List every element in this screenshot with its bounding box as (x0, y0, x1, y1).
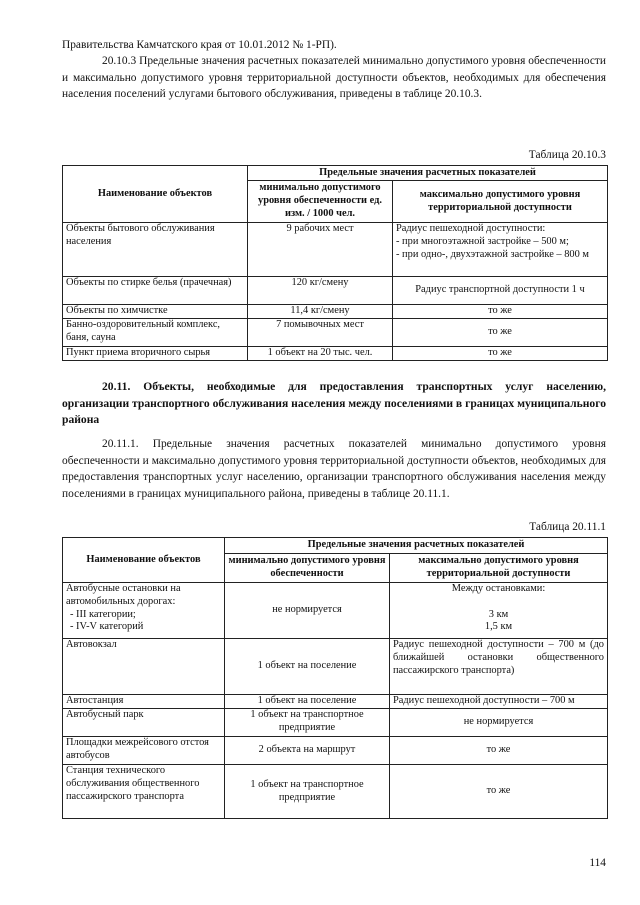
table2-r5-min: 1 объект на транспортное предприятие (225, 765, 390, 819)
table2-r0-name-line: Автобусные остановки на автомобильных дорогах: (66, 583, 181, 607)
table2-r0-max-line: 3 км (488, 608, 509, 620)
table-20-10-3-caption: Таблица 20.10.3 (528, 149, 606, 161)
table-row (63, 319, 608, 347)
table2-r0-max-line (393, 596, 604, 609)
paragraph-20-10-3: 20.10.3 Предельные значения расчетных показателей минимально допустимого уровня обеспеченности и максимально допустимого уровня территориальной доступности объектов, необходимых для обеспечения населения поселений услугами бытового обслуживания, приведены в таблице 20.10.3. (62, 55, 606, 100)
table1-r2-min: 11,4 кг/смену (248, 305, 393, 319)
table1-r0-min: 9 рабочих мест (248, 223, 393, 277)
table1-r1-max: Радиус транспортной доступности 1 ч (393, 277, 608, 305)
table1-r4-min: 1 объект на 20 тыс. чел. (248, 347, 393, 361)
table2-r2-name: Автостанция (63, 695, 225, 709)
table1-r2-name: Объекты по химчистке (63, 305, 248, 319)
table-row (63, 709, 608, 737)
table2-r0-max-line: Между остановками: (451, 583, 546, 594)
table2-r3-name: Автобусный парк (63, 709, 225, 737)
table2-r1-name: Автовокзал (63, 639, 225, 695)
table1-r0-name: Объекты бытового обслуживания населения (63, 223, 248, 277)
table-row (63, 305, 608, 319)
table1-r3-name: Банно-оздоровительный комплекс, баня, сауна (63, 319, 248, 347)
table2-r0-name-line: - IV-V категорий (70, 621, 144, 633)
table-row (63, 765, 608, 819)
table1-r0-max (393, 223, 608, 277)
page-number: 114 (589, 857, 606, 869)
table2-r0-name-line: - III категории; (70, 608, 136, 620)
table1-r1-min: 120 кг/смену (248, 277, 393, 305)
table2-header-name: Наименование объектов (63, 538, 225, 583)
table1-header-group: Предельные значения расчетных показателей (248, 166, 608, 181)
table-row (63, 347, 608, 361)
table-row (63, 223, 608, 277)
table2-r0-max (390, 583, 608, 639)
table1-r3-max: то же (393, 319, 608, 347)
section-heading-20-11: 20.11. Объекты, необходимые для предоставления транспортных услуг населению, организации транспортного обслуживания населения между поселениями в границах муниципального района (62, 380, 606, 426)
table2-r4-max: то же (390, 737, 608, 765)
table1-header-min: минимально допустимого уровня обеспеченности ед. изм. / 1000 чел. (248, 181, 393, 223)
paragraph-top: Правительства Камчатского края от 10.01.2012 № 1-РП). (62, 39, 337, 51)
table2-r2-max: Радиус пешеходной доступности – 700 м (390, 695, 608, 709)
table1-r3-min: 7 помывочных мест (248, 319, 393, 347)
table2-r4-name: Площадки межрейсового отстоя автобусов (63, 737, 225, 765)
table2-r5-max: то же (390, 765, 608, 819)
table2-header-max: максимально допустимого уровня территориальной доступности (390, 554, 608, 583)
table1-r2-max: то же (393, 305, 608, 319)
table2-r0-name (63, 583, 225, 639)
table-20-11-1-caption: Таблица 20.11.1 (529, 521, 606, 533)
table1-header-max: максимально допустимого уровня территориальной доступности (393, 181, 608, 223)
table-row (63, 639, 608, 695)
table1-r0-max-line: - при многоэтажной застройке – 500 м; (396, 235, 569, 247)
table2-r5-name: Станция технического обслуживания общественного пассажирского транспорта (63, 765, 225, 819)
table2-r0-max-line: 1,5 км (484, 621, 513, 633)
table2-header-group: Предельные значения расчетных показателей (225, 538, 608, 554)
paragraph-20-11-1: 20.11.1. Предельные значения расчетных показателей минимально допустимого уровня обеспеченности и максимально допустимого уровня территориальной доступности объектов, необходимых для предоставления транспортных услуг населению, организации транспортного обслуживания населения между поселениями в границах муниципального района, приведены в таблице 20.11.1. (62, 438, 606, 500)
table-row (63, 695, 608, 709)
table1-r0-max-line: Радиус пешеходной доступности: (396, 223, 546, 234)
table-row (63, 277, 608, 305)
table1-header-name: Наименование объектов (63, 166, 248, 223)
table1-r0-max-line: - при одно-, двухэтажной застройке – 800 м (396, 248, 589, 260)
table-row (63, 583, 608, 639)
table2-r1-max: Радиус пешеходной доступности – 700 м (до ближайшей остановки общественного пассажирского транспорта) (390, 639, 608, 695)
table2-r2-min: 1 объект на поселение (225, 695, 390, 709)
table-20-10-3 (62, 165, 608, 361)
table2-r1-min: 1 объект на поселение (225, 639, 390, 695)
table1-r1-name: Объекты по стирке белья (прачечная) (63, 277, 248, 305)
table1-r4-max: то же (393, 347, 608, 361)
table-row (63, 737, 608, 765)
table2-r0-min: не нормируется (225, 583, 390, 639)
table1-r4-name: Пункт приема вторичного сырья (63, 347, 248, 361)
table-20-11-1 (62, 537, 608, 819)
table2-header-min: минимально допустимого уровня обеспеченности (225, 554, 390, 583)
table2-r3-max: не нормируется (390, 709, 608, 737)
table2-r3-min: 1 объект на транспортное предприятие (225, 709, 390, 737)
table2-r4-min: 2 объекта на маршрут (225, 737, 390, 765)
